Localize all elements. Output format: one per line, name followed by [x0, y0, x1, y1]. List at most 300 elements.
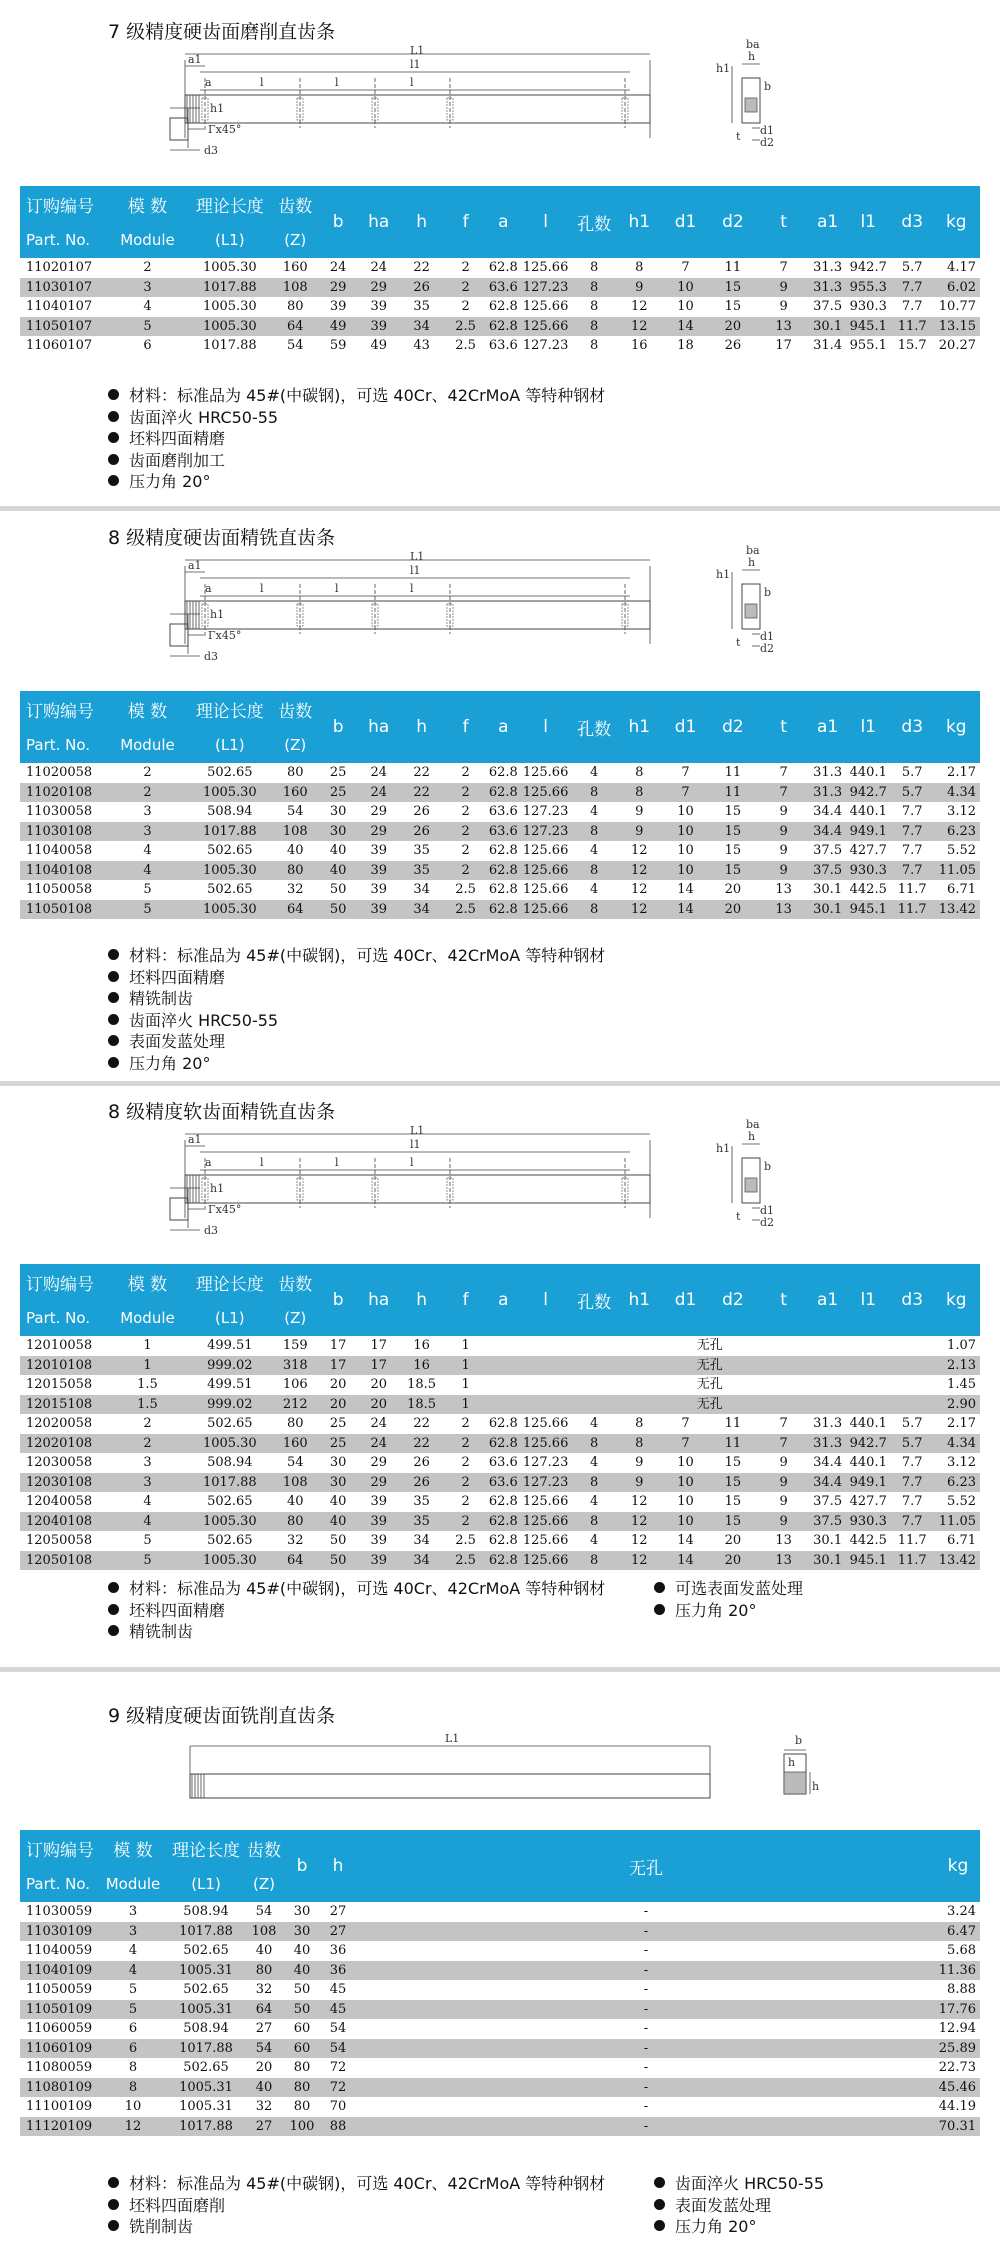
- table-cell: 7: [779, 1435, 788, 1451]
- table-cell: 5.7: [901, 784, 923, 800]
- drawing-label: d2: [760, 1216, 775, 1229]
- table-cell: 7: [681, 260, 690, 276]
- header-cell: 孔数: [577, 719, 612, 740]
- table-cell: 127.23: [522, 338, 569, 354]
- table-cell: -: [643, 1904, 649, 1920]
- table-cell: 11040109: [26, 1962, 93, 1978]
- table-cell: 30: [329, 1455, 347, 1471]
- table-cell: 64: [286, 318, 304, 334]
- table-cell: 10: [677, 862, 694, 878]
- table-cell: 无孔: [696, 1377, 723, 1393]
- table-cell: 22.73: [938, 2060, 976, 2076]
- rack-front-view: [185, 1124, 650, 1218]
- table-cell: 39: [370, 318, 387, 334]
- table-row: [20, 297, 980, 317]
- table-cell: 1005.30: [202, 1435, 257, 1451]
- header-cell: Module: [105, 1875, 161, 1893]
- drawing-label: h1: [210, 608, 225, 621]
- drawing-label: d3: [204, 144, 219, 157]
- table-cell: 11040058: [26, 843, 93, 859]
- table-cell: 440.1: [849, 804, 887, 820]
- table-cell: 127.23: [522, 804, 569, 820]
- note-item: [654, 2172, 824, 2194]
- table-cell: 10: [677, 1513, 694, 1529]
- table-cell: 34: [413, 1533, 430, 1549]
- table-cell: 15: [724, 279, 742, 295]
- table-cell: 26: [413, 1474, 430, 1490]
- table-cell: 37.5: [813, 862, 843, 878]
- table-cell: 2: [143, 1416, 152, 1432]
- table-cell: 2: [461, 279, 470, 295]
- table-cell: 63.6: [488, 338, 518, 354]
- header-cell: d1: [674, 717, 697, 737]
- table-cell: 2: [461, 1474, 470, 1490]
- table-cell: 2.5: [455, 882, 476, 898]
- header-cell: ha: [368, 212, 390, 232]
- table-cell: 10: [677, 279, 694, 295]
- table-cell: 12: [630, 1533, 648, 1549]
- note-item: [108, 1620, 605, 1642]
- notes-list: [108, 944, 605, 1073]
- table-cell: 4: [589, 1416, 599, 1432]
- header-cell: (Z): [284, 231, 307, 249]
- table-cell: 11060059: [26, 2021, 93, 2037]
- table-cell: 5: [128, 1982, 138, 1998]
- table-cell: 62.8: [488, 260, 518, 276]
- table-cell: 7.7: [901, 843, 923, 859]
- table-cell: 15: [724, 804, 742, 820]
- note-text: 材料：标准品为 45#(中碳钢)，可选 40Cr、42CrMoA 等特种钢材: [129, 946, 606, 966]
- header-cell: t: [780, 212, 787, 232]
- table-cell: 32: [255, 2099, 273, 2115]
- table-cell: 54: [255, 1904, 273, 1920]
- note-item: [108, 1599, 605, 1621]
- table-cell: 502.65: [183, 1982, 229, 1998]
- table-cell: 6.47: [947, 1923, 976, 1939]
- spec-table: [20, 691, 980, 919]
- table-cell: 31.3: [813, 784, 843, 800]
- note-text: 压力角 20°: [129, 1053, 211, 1073]
- table-cell: 10.77: [938, 299, 976, 315]
- table-cell: 31.3: [813, 279, 843, 295]
- table-cell: 40: [329, 1494, 347, 1510]
- table-cell: 14: [677, 882, 694, 898]
- table-cell: 3: [128, 1923, 138, 1939]
- note-text: 精铣制齿: [129, 989, 194, 1009]
- table-cell: 7.7: [901, 279, 923, 295]
- drawing-label: a1: [188, 559, 202, 572]
- spec-table: [20, 1264, 980, 1570]
- table-cell: 7.7: [901, 1513, 923, 1529]
- table-cell: 20: [370, 1377, 387, 1393]
- table-cell: 63.6: [488, 823, 518, 839]
- header-cell: Module: [120, 1309, 175, 1327]
- header-row: [20, 186, 980, 222]
- table-cell: 10: [677, 823, 694, 839]
- table-row: [20, 258, 980, 278]
- note-item: [108, 470, 605, 492]
- table-cell: 125.66: [522, 901, 569, 917]
- notes-list: [108, 384, 605, 492]
- header-cell: (Z): [253, 1875, 275, 1893]
- table-cell: 1: [143, 1338, 152, 1354]
- table-cell: 442.5: [849, 882, 887, 898]
- header-row: [20, 1830, 980, 1866]
- table-cell: 160: [282, 1435, 308, 1451]
- table-cell: 159: [282, 1338, 308, 1354]
- table-cell: 1005.30: [202, 862, 257, 878]
- table-cell: 31.3: [813, 765, 843, 781]
- header-cell: ha: [368, 1290, 390, 1310]
- table-cell: 40: [293, 1943, 311, 1959]
- table-cell: 6.23: [947, 1474, 976, 1490]
- table-cell: 32: [286, 882, 304, 898]
- table-cell: 20: [329, 1396, 347, 1412]
- table-cell: 2.13: [947, 1357, 976, 1373]
- table-cell: 2.17: [947, 765, 976, 781]
- table-cell: 88: [329, 2118, 347, 2134]
- note-text: 表面发蓝处理: [675, 2195, 772, 2215]
- bullet-icon: [654, 2199, 665, 2210]
- header-cell: kg: [945, 1290, 967, 1310]
- table-cell: 7: [779, 784, 788, 800]
- cross-section-view: [716, 1118, 774, 1229]
- table-cell: 24: [370, 765, 387, 781]
- table-cell: 9: [635, 804, 644, 820]
- table-cell: 8.88: [947, 1982, 976, 1998]
- table-cell: 942.7: [849, 260, 887, 276]
- table-cell: 12030108: [26, 1474, 93, 1490]
- header-cell: h: [332, 1856, 344, 1876]
- header-cell: kg: [945, 717, 967, 737]
- table-cell: 2.5: [455, 338, 476, 354]
- table-cell: 2.5: [455, 1533, 476, 1549]
- table-cell: 3: [128, 1904, 138, 1920]
- table-cell: 502.65: [207, 765, 253, 781]
- bullet-icon: [108, 1057, 119, 1068]
- table-cell: 22: [413, 1435, 430, 1451]
- table-cell: 502.65: [207, 1416, 253, 1432]
- table-cell: 5: [143, 1533, 152, 1549]
- table-cell: 4: [143, 862, 152, 878]
- table-cell: 9: [779, 279, 788, 295]
- header-cell: b: [332, 212, 344, 232]
- table-cell: 7.7: [901, 862, 923, 878]
- table-cell: 32: [286, 1533, 304, 1549]
- header-cell: (L1): [215, 231, 245, 249]
- table-cell: 8: [128, 2079, 138, 2095]
- table-cell: 11050059: [26, 1982, 93, 1998]
- table-cell: 15.7: [897, 338, 927, 354]
- table-cell: -: [643, 2099, 649, 2115]
- table-cell: -: [643, 2060, 649, 2076]
- table-cell: 11100109: [26, 2099, 93, 2115]
- table-cell: 30.1: [813, 882, 843, 898]
- rack-drawing: [180, 1732, 860, 1842]
- header-cell: 理论长度: [195, 1274, 264, 1295]
- table-cell: 80: [293, 2060, 311, 2076]
- table-cell: 62.8: [488, 318, 518, 334]
- table-cell: -: [643, 2118, 649, 2134]
- table-cell: 2: [461, 804, 470, 820]
- table-cell: -: [643, 1962, 649, 1978]
- table-cell: 12: [630, 843, 648, 859]
- table-cell: 11050058: [26, 882, 93, 898]
- note-item: [108, 2194, 605, 2216]
- table-cell: 34: [413, 1552, 430, 1568]
- table-cell: 8: [635, 765, 644, 781]
- drawing-label: L1: [410, 550, 425, 563]
- table-cell: 8: [589, 279, 599, 295]
- table-cell: 930.3: [849, 862, 887, 878]
- table-cell: 160: [282, 784, 308, 800]
- note-text: 材料：标准品为 45#(中碳钢)，可选 40Cr、42CrMoA 等特种钢材: [129, 1579, 606, 1599]
- drawing-label: ba: [746, 38, 760, 51]
- drawing-label: b: [764, 586, 772, 599]
- table-cell: 6: [128, 2040, 138, 2056]
- table-cell: 5.52: [947, 843, 976, 859]
- table-cell: 502.65: [183, 1943, 229, 1959]
- header-cell: 模 数: [127, 196, 168, 217]
- table-cell: 49: [370, 338, 387, 354]
- table-cell: 13: [775, 1533, 792, 1549]
- header-cell: l1: [860, 1290, 876, 1310]
- table-cell: 8: [589, 1474, 599, 1490]
- table-cell: 1005.30: [202, 299, 257, 315]
- table-cell: 508.94: [207, 1455, 253, 1471]
- table-cell: 949.1: [849, 1474, 887, 1490]
- table-cell: 7.7: [901, 1494, 923, 1510]
- drawing-label: Γx45°: [208, 1203, 242, 1216]
- table-cell: 31.3: [813, 1416, 843, 1432]
- table-cell: 20: [724, 882, 742, 898]
- table-cell: 39: [370, 882, 387, 898]
- table-cell: 50: [329, 901, 347, 917]
- note-text: 材料：标准品为 45#(中碳钢)，可选 40Cr、42CrMoA 等特种钢材: [129, 2174, 606, 2194]
- header-cell: f: [462, 717, 469, 737]
- table-cell: 125.66: [522, 765, 569, 781]
- table-row: [20, 1531, 980, 1551]
- drawing-label: d1: [760, 124, 775, 137]
- table-cell: 11030058: [26, 804, 93, 820]
- note-item: [108, 449, 605, 471]
- table-cell: 30: [329, 1474, 347, 1490]
- table-cell: -: [643, 1923, 649, 1939]
- table-cell: 12: [630, 318, 648, 334]
- table-cell: 4: [589, 1533, 599, 1549]
- note-item: [108, 987, 605, 1009]
- header-cell: l1: [860, 212, 876, 232]
- table-cell: 1.5: [137, 1396, 158, 1412]
- note-text: 表面发蓝处理: [129, 1032, 226, 1052]
- table-cell: 1.45: [947, 1377, 976, 1393]
- note-item: [108, 1577, 605, 1599]
- table-cell: 29: [370, 823, 387, 839]
- table-cell: 11.05: [938, 862, 976, 878]
- table-cell: 32: [255, 1982, 273, 1998]
- table-cell: 5: [128, 2001, 138, 2017]
- table-cell: 34.4: [813, 1455, 843, 1471]
- table-cell: 24: [370, 1416, 387, 1432]
- rack-front-view: [190, 1732, 710, 1798]
- table-cell: 39: [370, 1513, 387, 1529]
- header-cell: 模 数: [113, 1840, 153, 1861]
- table-cell: 35: [413, 299, 430, 315]
- note-text: 坯料四面精磨: [129, 429, 226, 449]
- table-cell: 508.94: [183, 1904, 229, 1920]
- header-cell: Part. No.: [26, 1309, 91, 1327]
- table-cell: 7: [681, 765, 690, 781]
- table-cell: -: [643, 2001, 649, 2017]
- table-cell: 35: [413, 862, 430, 878]
- table-cell: 62.8: [488, 1494, 518, 1510]
- table-cell: 40: [329, 843, 347, 859]
- table-cell: 29: [370, 279, 387, 295]
- table-cell: 12050108: [26, 1552, 93, 1568]
- table-cell: 62.8: [488, 1435, 518, 1451]
- table-cell: 17: [329, 1357, 347, 1373]
- table-cell: 50: [293, 1982, 311, 1998]
- section-9-grade-milled: [0, 1672, 1000, 2263]
- drawing-label: a1: [188, 53, 202, 66]
- table-row: [20, 317, 980, 337]
- table-cell: 63.6: [488, 804, 518, 820]
- table-cell: 60: [293, 2021, 311, 2037]
- table-cell: 8: [589, 1435, 599, 1451]
- section-8-grade-hard-milled: [0, 511, 1000, 1081]
- section-7-grade-ground: [0, 0, 1000, 510]
- header-row: [20, 691, 980, 727]
- table-cell: 8: [635, 260, 644, 276]
- table-cell: 6.71: [947, 882, 976, 898]
- table-cell: 4: [589, 765, 599, 781]
- table-cell: 18: [677, 338, 694, 354]
- drawing-label: t: [736, 636, 741, 649]
- table-cell: -: [643, 1982, 649, 1998]
- table-row: [20, 802, 980, 822]
- table-cell: 62.8: [488, 843, 518, 859]
- table-cell: 13: [775, 1552, 792, 1568]
- note-text: 材料：标准品为 45#(中碳钢)，可选 40Cr、42CrMoA 等特种钢材: [129, 386, 606, 406]
- header-cell: a1: [817, 717, 839, 737]
- table-cell: 7: [681, 1435, 690, 1451]
- table-cell: 17.76: [938, 2001, 976, 2017]
- table-row: [20, 900, 980, 920]
- drawing-label: h1: [716, 62, 731, 75]
- table-cell: 5.7: [901, 260, 923, 276]
- header-cell: a: [498, 1290, 509, 1310]
- note-text: 坯料四面精磨: [129, 1600, 226, 1620]
- table-cell: 37.5: [813, 1494, 843, 1510]
- table-cell: 2: [461, 299, 470, 315]
- table-cell: 14: [677, 318, 694, 334]
- table-row: [20, 783, 980, 803]
- table-cell: 4.34: [947, 784, 976, 800]
- table-cell: 11060109: [26, 2040, 93, 2056]
- drawing-label: L1: [445, 1732, 460, 1745]
- header-cell: a: [498, 717, 509, 737]
- table-cell: 2: [143, 1435, 152, 1451]
- table-cell: 945.1: [849, 901, 887, 917]
- drawing-label: h: [812, 1780, 820, 1793]
- table-cell: 24: [329, 260, 347, 276]
- table-cell: 949.1: [849, 823, 887, 839]
- table-cell: 212: [282, 1396, 308, 1412]
- header-cell: 理论长度: [195, 196, 264, 217]
- bullet-icon: [654, 2177, 665, 2188]
- table-cell: 4: [589, 804, 599, 820]
- drawing-label: h1: [210, 102, 225, 115]
- table-cell: 39: [370, 862, 387, 878]
- table-cell: 10: [677, 1474, 694, 1490]
- table-cell: 13: [775, 901, 792, 917]
- bullet-icon: [654, 1604, 665, 1615]
- table-cell: 930.3: [849, 299, 887, 315]
- table-cell: 1005.31: [179, 1962, 233, 1978]
- drawing-label: L1: [410, 1124, 425, 1137]
- header-cell: a1: [817, 1290, 839, 1310]
- table-cell: 3.24: [947, 1904, 976, 1920]
- section-title: 8 级精度硬齿面精铣直齿条: [108, 527, 336, 549]
- table-cell: 62.8: [488, 901, 518, 917]
- drawing-label: d2: [760, 136, 775, 149]
- notes-list-right: [654, 1577, 803, 1620]
- table-cell: 37.5: [813, 299, 843, 315]
- table-cell: 12: [630, 299, 648, 315]
- table-cell: 50: [329, 882, 347, 898]
- table-cell: 80: [255, 1962, 273, 1978]
- table-cell: 427.7: [849, 843, 887, 859]
- table-cell: 12: [630, 1552, 648, 1568]
- drawing-label: h1: [210, 1182, 225, 1195]
- table-cell: 14: [677, 901, 694, 917]
- cross-section-view: [716, 38, 774, 149]
- table-cell: 6.71: [947, 1533, 976, 1549]
- table-cell: 20: [724, 1552, 742, 1568]
- drawing-label: h: [788, 1756, 796, 1769]
- table-row: [20, 2078, 980, 2098]
- header-cell: h1: [628, 1290, 651, 1310]
- header-cell: kg: [947, 1856, 969, 1876]
- table-cell: 7: [681, 784, 690, 800]
- table-cell: 7: [779, 1416, 788, 1432]
- table-cell: 9: [779, 804, 788, 820]
- header-cell: t: [780, 1290, 787, 1310]
- table-cell: 125.66: [522, 1435, 569, 1451]
- table-cell: 955.3: [849, 279, 887, 295]
- table-cell: 9: [779, 1455, 788, 1471]
- table-cell: 27: [329, 1923, 347, 1939]
- table-cell: 31.4: [813, 338, 843, 354]
- table-cell: 499.51: [207, 1338, 253, 1354]
- drawing-label: h1: [716, 568, 731, 581]
- table-cell: 502.65: [207, 1494, 253, 1510]
- table-cell: 6: [143, 338, 152, 354]
- drawing-label: d3: [204, 650, 219, 663]
- table-row: [20, 2097, 980, 2117]
- table-cell: 12.94: [938, 2021, 976, 2037]
- header-cell: d3: [901, 1290, 924, 1310]
- table-cell: 4: [589, 1494, 599, 1510]
- table-cell: 27: [255, 2118, 273, 2134]
- table-cell: 8: [128, 2060, 138, 2076]
- table-cell: 12015108: [26, 1396, 93, 1412]
- table-cell: 30.1: [813, 1552, 843, 1568]
- table-cell: 50: [329, 1533, 347, 1549]
- table-cell: 125.66: [522, 1513, 569, 1529]
- table-cell: 18.5: [407, 1377, 437, 1393]
- note-text: 铣削制齿: [129, 2217, 194, 2237]
